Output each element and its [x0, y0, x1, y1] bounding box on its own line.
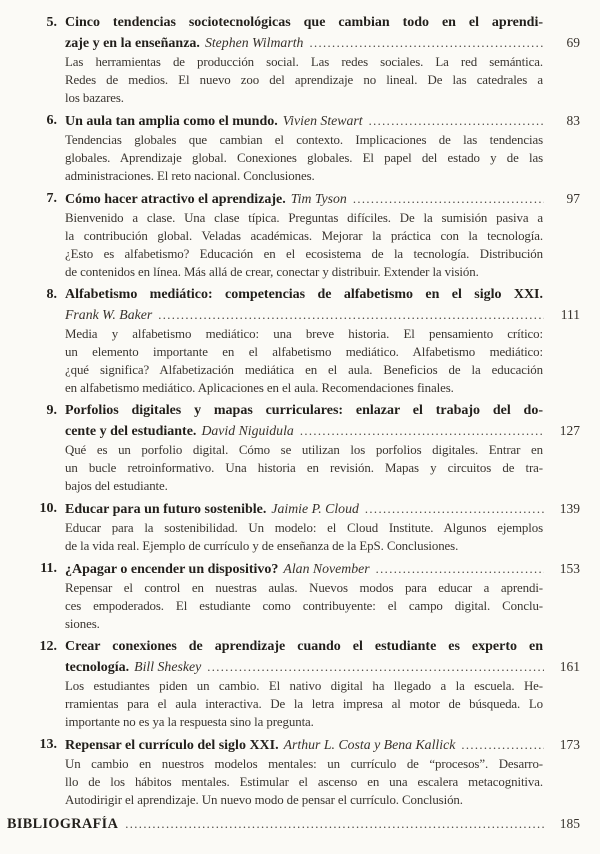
dot-leader: [207, 657, 544, 677]
toc-entry: [7, 637, 580, 731]
entry-title-last-line: [65, 657, 580, 677]
entry-description: [65, 53, 580, 107]
entry-description-line: importante no es ya la respuesta sino la pregunta.: [65, 715, 314, 729]
entry-description-line: ces empoderados. El estudiante como contribuyente: el campo digital. Conclu-: [65, 599, 543, 613]
bibliography-page-number: 185: [559, 816, 580, 831]
entry-title-line: Crear conexiones de aprendizaje cuando el estudiante es experto en: [65, 639, 543, 654]
entry-description-line: de contenidos en línea. Más allá de crear, conectar y distribuir. Extender la visión.: [65, 265, 479, 279]
entry-description-line: Tendencias globales que cambian el contexto. Implicaciones de las tendencias: [65, 133, 543, 147]
entry-page-number: 173: [559, 737, 580, 752]
entry-page-number: 127: [559, 423, 580, 438]
entry-description-line: Los estudiantes piden un cambio. El nativo digital ha llegado a la escuela. He-: [65, 679, 543, 693]
entry-author: Frank W. Baker: [65, 307, 153, 322]
dot-leader: [369, 111, 544, 131]
entry-description-line: Educar para la sostenibilidad. Un modelo: el Cloud Institute. Algunos ejemplos: [65, 521, 543, 535]
entry-description-line: un elemento importante en el alfabetismo mediático. Alfabetismo mediático:: [65, 345, 543, 359]
entry-title-lines: [65, 401, 580, 421]
toc-entry: [7, 401, 580, 495]
bibliography-row: [7, 816, 580, 836]
entry-body: [65, 401, 580, 495]
toc-entry: [7, 499, 580, 555]
entry-title-line: Alfabetismo mediático: competencias de alfabetismo en el siglo XXI.: [65, 287, 543, 302]
entry-description-line: rramientas para el aula interactiva. De la letra impresa al motor de búsqueda. Lo: [65, 697, 543, 711]
entry-title-end: Repensar el currículo del siglo XXI.: [65, 738, 279, 753]
entry-description-line: Media y alfabetismo mediático: una breve historia. El pensamiento crítico:: [65, 327, 543, 341]
entry-title-last-line: [65, 111, 580, 131]
dot-leader: [353, 189, 544, 209]
entry-title-end: Cómo hacer atractivo el aprendizaje.: [65, 192, 286, 207]
toc-entry: [7, 111, 580, 185]
entry-author: Jaimie P. Cloud: [271, 501, 359, 516]
entry-description-line: los bazares.: [65, 91, 124, 105]
entry-description-line: Las herramientas de producción social. Las redes sociales. La red semántica.: [65, 55, 543, 69]
entry-description: [65, 519, 580, 555]
entry-title-last-line: [65, 33, 580, 53]
entry-description-line: en alfabetismo mediático. Aplicaciones en el aula. Recomendaciones finales.: [65, 381, 454, 395]
entry-description-line: Repensar el control en nuestras aulas. Nuevos modos para educar a aprendi-: [65, 581, 543, 595]
entry-description-line: Qué es un porfolio digital. Cómo se utilizan los porfolios digitales. Entrar en: [65, 443, 543, 457]
entry-description-line: globales. Aprendizaje global. Conexiones globales. El papel del estado y de las: [65, 151, 543, 165]
entry-description: [65, 325, 580, 397]
entry-number: 9.: [46, 403, 57, 418]
entry-number: 7.: [46, 191, 57, 206]
entry-description-line: ¿qué significa? Alfabetización mediática en el aula. Beneficios de la educación: [65, 363, 543, 377]
entry-title-last-line: [65, 189, 580, 209]
entry-page-number: 161: [559, 659, 580, 674]
entry-description: [65, 579, 580, 633]
entry-title-lines: [65, 13, 580, 33]
entry-page-number: 139: [559, 501, 580, 516]
toc-entry: [7, 285, 580, 397]
entry-body: [65, 637, 580, 731]
entry-title-last-line: [65, 499, 580, 519]
entry-description: [65, 209, 580, 281]
toc-entry: [7, 735, 580, 809]
entry-title-line: Porfolios digitales y mapas curriculares: enlazar el trabajo del do-: [65, 403, 543, 418]
entry-title-lines: [65, 285, 580, 305]
entry-title-lines: [65, 637, 580, 657]
toc-entry: [7, 13, 580, 107]
dot-leader: [365, 499, 544, 519]
entry-number: 6.: [46, 113, 57, 128]
entry-description-line: llo de los hábitos mentales. Estimular el ascenso en una escalera metacognitiva.: [65, 775, 543, 789]
entry-description: [65, 677, 580, 731]
bibliography-label: BIBLIOGRAFÍA: [7, 816, 119, 832]
dot-leader: [461, 735, 544, 755]
entry-page-number: 69: [566, 35, 580, 50]
entry-page-number: 97: [566, 191, 580, 206]
entry-title-end: Educar para un futuro sostenible.: [65, 502, 267, 517]
entry-description: [65, 131, 580, 185]
entry-number: 5.: [46, 15, 57, 30]
entry-title-end: Un aula tan amplia como el mundo.: [65, 114, 278, 129]
entry-description-line: un bucle retroinformativo. Una historia en revisión. Mapas y circuitos de tra-: [65, 461, 543, 475]
entry-body: [65, 13, 580, 107]
entry-page-number: 153: [559, 561, 580, 576]
entry-description: [65, 755, 580, 809]
dot-leader: [300, 421, 544, 441]
entry-body: [65, 559, 580, 633]
entry-page-number: 111: [560, 307, 580, 322]
entry-title-last-line: [65, 559, 580, 579]
entry-author: Stephen Wilmarth: [204, 35, 304, 50]
toc-list: [7, 13, 580, 809]
entry-author: Tim Tyson: [290, 191, 347, 206]
toc-entry: [7, 559, 580, 633]
entry-title-last-line: [65, 421, 580, 441]
entry-body: [65, 735, 580, 809]
entry-title-end: cente y del estudiante.: [65, 424, 197, 439]
entry-title-last-line: [65, 735, 580, 755]
entry-description-line: Redes de medios. El nuevo zoo del aprendizaje no lineal. De las catedrales a: [65, 73, 543, 87]
entry-title-line: Cinco tendencias sociotecnológicas que cambian todo en el aprendi-: [65, 15, 543, 30]
entry-description-line: Un cambio en nuestros modelos mentales: un currículo de “procesos”. Desarro-: [65, 757, 543, 771]
entry-title-last-line: [65, 305, 580, 325]
entry-author: Alan November: [283, 561, 370, 576]
entry-author: Vivien Stewart: [282, 113, 363, 128]
entry-title-end: tecnología.: [65, 660, 130, 675]
entry-page-number: 83: [566, 113, 580, 128]
dot-leader: [125, 817, 544, 832]
entry-body: [65, 285, 580, 397]
entry-body: [65, 111, 580, 185]
entry-title-end: ¿Apagar o encender un dispositivo?: [65, 562, 279, 577]
dot-leader: [309, 33, 544, 53]
entry-number: 12.: [39, 639, 57, 654]
entry-number: 13.: [39, 737, 57, 752]
entry-description-line: administraciones. El reto nacional. Conclusiones.: [65, 169, 315, 183]
dot-leader: [376, 559, 544, 579]
entry-number: 11.: [40, 561, 57, 576]
entry-body: [65, 499, 580, 555]
entry-description-line: ¿Esto es alfabetismo? Educación en el ecosistema de la tecnología. Distribución: [65, 247, 543, 261]
entry-body: [65, 189, 580, 281]
entry-description-line: bajos del estudiante.: [65, 479, 168, 493]
entry-description-line: la contribución global. Veladas académicas. Mejorar la práctica con la tecnología.: [65, 229, 543, 243]
entry-description: [65, 441, 580, 495]
entry-author: David Niguidula: [201, 423, 294, 438]
entry-number: 10.: [39, 501, 57, 516]
dot-leader: [158, 305, 544, 325]
toc-entry: [7, 189, 580, 281]
entry-description-line: Bienvenido a clase. Una clase típica. Preguntas difíciles. De la sumisión pasiva a: [65, 211, 543, 225]
entry-description-line: siones.: [65, 617, 100, 631]
entry-description-line: de la vida real. Ejemplo de currículo y de enseñanza de la EpS. Conclusiones.: [65, 539, 459, 553]
entry-number: 8.: [46, 287, 57, 302]
entry-title-end: zaje y en la enseñanza.: [65, 36, 200, 51]
entry-author: Bill Sheskey: [134, 659, 202, 674]
entry-author: Arthur L. Costa y Bena Kallick: [283, 737, 456, 752]
entry-description-line: Autodirigir el aprendizaje. Un nuevo modo de pensar el currículo. Conclusión.: [65, 793, 463, 807]
